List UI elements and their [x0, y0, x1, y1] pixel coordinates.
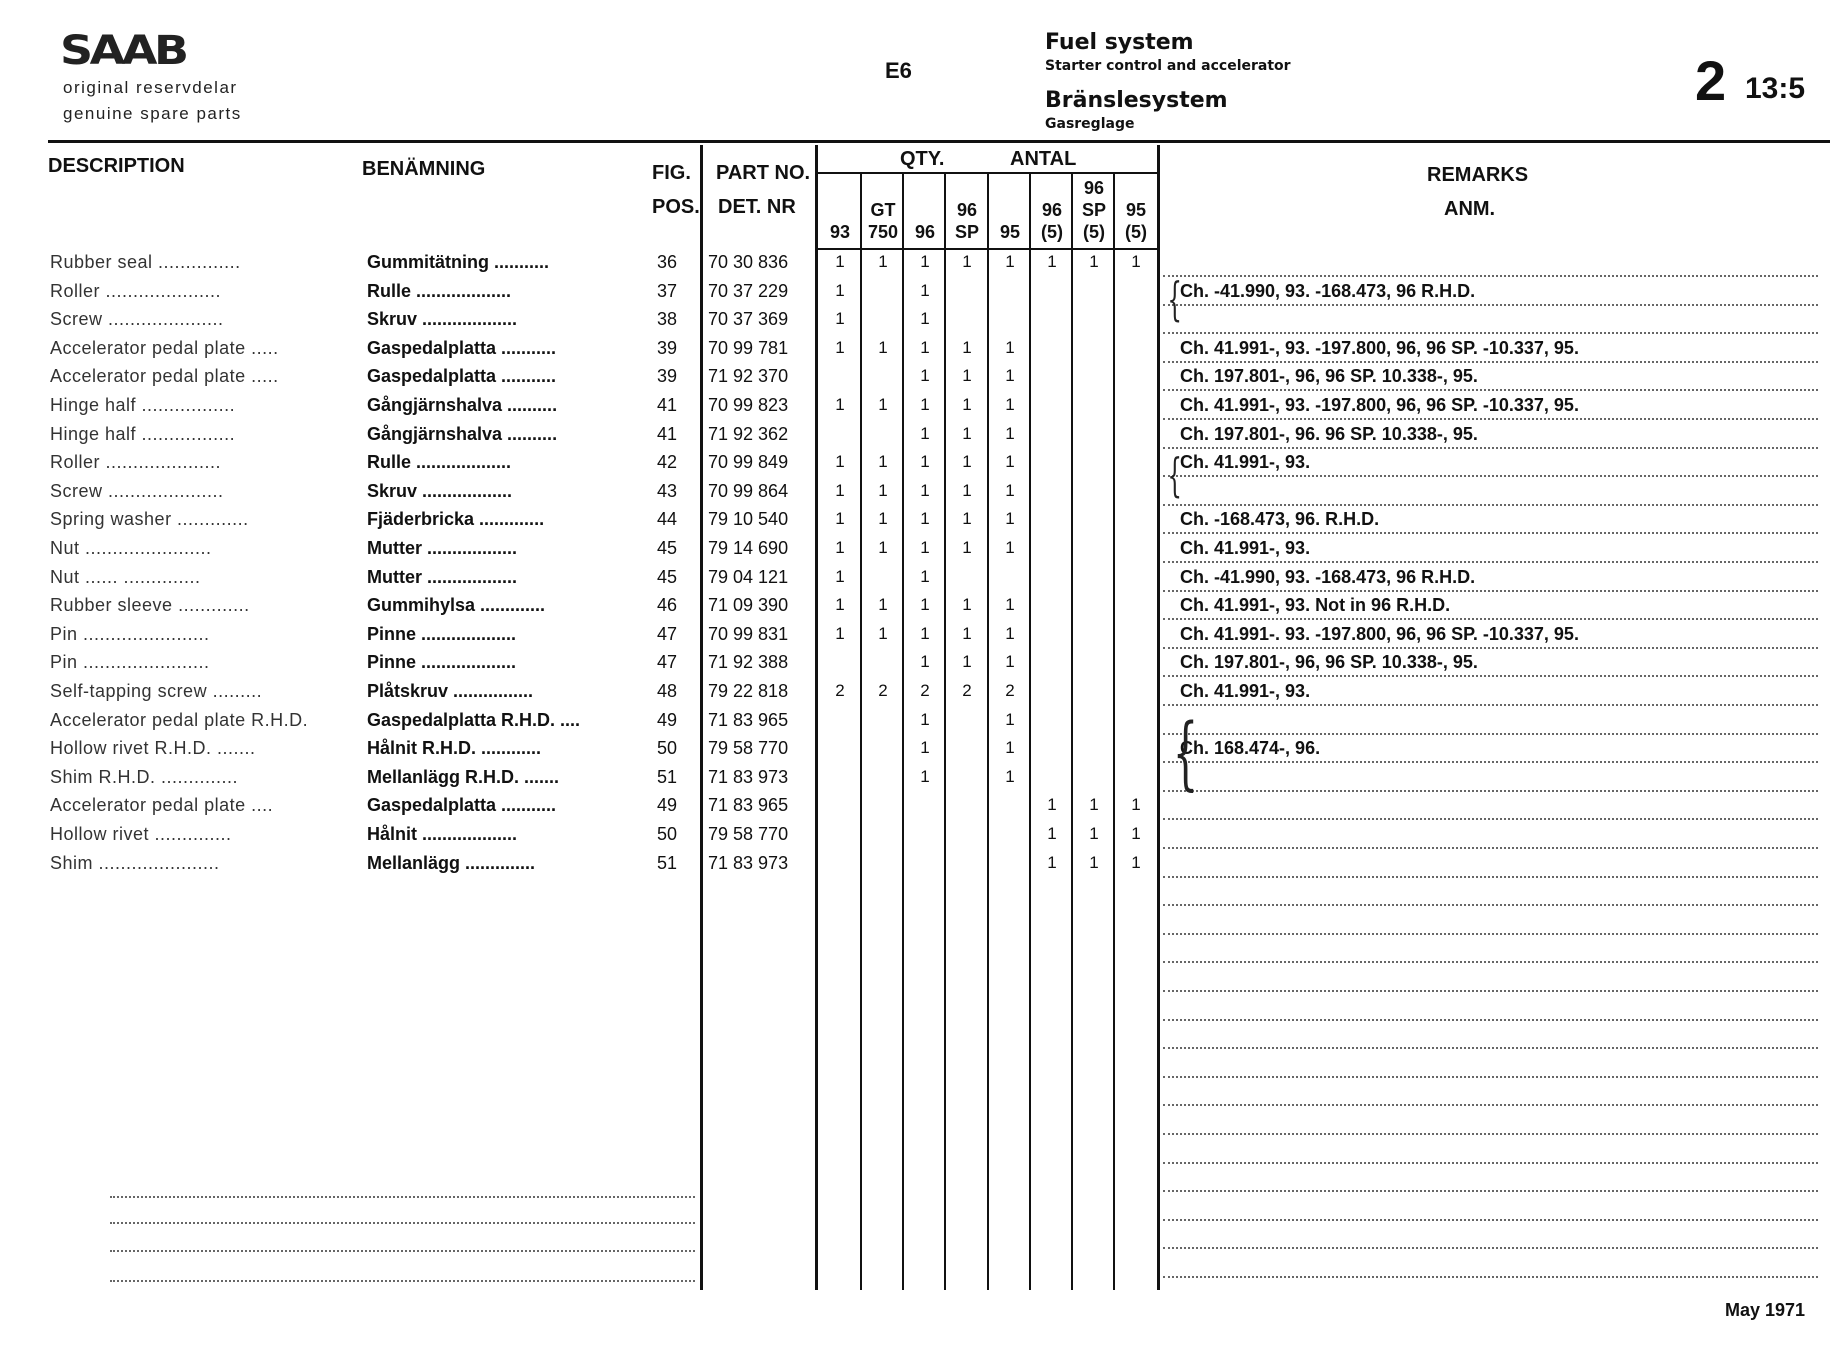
qty-cell: 1	[920, 623, 930, 643]
part-number-cell: 79 04 121	[708, 566, 789, 587]
remark-line	[1163, 1047, 1818, 1049]
benamning-cell: Plåtskruv ................	[367, 681, 534, 701]
qty-model-header: 96	[1041, 200, 1063, 220]
qty-cell: 1	[835, 395, 845, 414]
remark-line	[1163, 904, 1818, 906]
qty-cell: 1	[878, 452, 888, 472]
table-row	[0, 534, 1840, 562]
remarks-cell: Ch. 197.801-, 96, 96 SP. 10.338-, 95.	[1180, 652, 1478, 673]
qty-cell: 2	[835, 681, 845, 700]
qty-cell: 1	[920, 595, 930, 615]
part-number-cell: 70 99 831	[708, 623, 789, 644]
qty-cell: 1	[1089, 852, 1099, 872]
benamning-cell: Gummihylsa .............	[367, 595, 546, 616]
remark-line	[1163, 704, 1818, 706]
part-number-cell: 71 83 973	[708, 766, 789, 787]
benamning-cell: Gaspedalplatta ...........	[367, 366, 557, 387]
qty-cell: 1	[878, 595, 888, 615]
qty-cell: 1	[962, 595, 972, 615]
part-number-cell: 71 83 965	[708, 795, 789, 816]
col-part-no: PART NO.	[716, 162, 811, 184]
qty-cell: 1	[962, 652, 972, 672]
blank-line	[110, 1196, 695, 1198]
description-cell: Roller .....................	[50, 452, 222, 473]
qty-cell: 1	[920, 509, 930, 529]
qty-cell: 1	[920, 480, 930, 500]
brace-group-1: {	[1167, 272, 1182, 326]
qty-cell: 1	[835, 623, 845, 643]
fig-pos-cell: 38	[656, 309, 678, 330]
qty-cell: 1	[835, 566, 845, 586]
title-sv: Bränslesystem	[1045, 88, 1228, 113]
remark-line	[1163, 1247, 1818, 1249]
qty-cell: 1	[1005, 480, 1015, 500]
qty-cell: 1	[835, 538, 845, 557]
col-benamning: BENÄMNING	[362, 158, 486, 180]
benamning-cell: Hålnit ...................	[367, 824, 518, 844]
part-number-cell: 71 09 390	[708, 595, 789, 616]
qty-cell: 1	[1047, 252, 1057, 271]
part-number-cell: 71 92 388	[708, 652, 789, 673]
fig-pos-cell: 51	[656, 852, 678, 873]
remarks-cell: Ch. 41.991-, 93. -197.800, 96, 96 SP. -10.337, 95.	[1180, 337, 1579, 358]
remark-line	[1163, 447, 1818, 449]
qty-cell: 1	[920, 337, 930, 357]
qty-cell: 1	[962, 480, 972, 500]
part-number-cell: 70 37 369	[708, 309, 789, 330]
remark-line	[1163, 1076, 1818, 1078]
qty-cell: 1	[835, 280, 845, 300]
description-cell: Rubber sleeve .............	[50, 595, 250, 616]
remarks-cell: Ch. -41.990, 93. -168.473, 96 R.H.D.	[1180, 566, 1476, 587]
qty-cell: 1	[1131, 795, 1141, 815]
table-row	[0, 591, 1840, 619]
qty-cell: 1	[835, 595, 845, 615]
title-en: Fuel system	[1045, 30, 1194, 55]
table-row	[0, 277, 1840, 305]
subtitle-sv: Gasreglage	[1045, 116, 1135, 132]
table-row	[0, 305, 1840, 333]
fig-pos-cell: 39	[656, 337, 678, 358]
qty-model-header: 750	[867, 222, 899, 242]
qty-cell: 1	[1089, 795, 1099, 815]
fig-pos-cell: 45	[656, 538, 678, 558]
benamning-cell: Gångjärnshalva ..........	[367, 423, 558, 444]
saab-logo: SAAB	[60, 28, 186, 74]
part-number-cell: 71 83 965	[708, 709, 789, 730]
table-row	[0, 477, 1840, 505]
remark-line	[1163, 532, 1818, 534]
qty-cell: 1	[1005, 509, 1015, 529]
description-cell: Screw .....................	[50, 480, 224, 501]
description-cell: Hinge half .................	[50, 423, 236, 444]
fig-pos-cell: 39	[656, 366, 678, 387]
qty-cell: 1	[920, 280, 930, 300]
qty-cell: 1	[1089, 252, 1099, 271]
description-cell: Self-tapping screw .........	[50, 681, 263, 701]
qty-cell: 1	[962, 395, 972, 414]
qty-cell: 1	[962, 452, 972, 472]
qty-cell: 1	[878, 337, 888, 357]
qty-cell: 1	[1005, 595, 1015, 615]
qty-cell: 1	[878, 252, 888, 271]
table-row	[0, 706, 1840, 734]
description-cell: Hollow rivet ..............	[50, 824, 232, 844]
table-row	[0, 791, 1840, 819]
remark-line	[1163, 418, 1818, 420]
qty-cell: 1	[920, 566, 930, 586]
col-det-nr: DET. NR	[718, 196, 796, 218]
remarks-cell: Ch. 168.474-, 96.	[1180, 738, 1321, 759]
remark-line	[1163, 647, 1818, 649]
remark-line	[1163, 618, 1818, 620]
qty-cell: 1	[920, 423, 930, 443]
blank-line	[110, 1222, 695, 1224]
qty-cell: 1	[962, 337, 972, 357]
qty-cell: 1	[878, 509, 888, 529]
description-cell: Accelerator pedal plate .....	[50, 366, 279, 387]
qty-cell: 1	[1131, 252, 1141, 271]
qty-cell: 1	[835, 509, 845, 529]
qty-cell: 2	[962, 681, 972, 700]
qty-model-header: SP	[954, 222, 979, 242]
remark-line	[1163, 1162, 1818, 1164]
description-cell: Spring washer .............	[50, 509, 249, 530]
qty-cell: 1	[920, 395, 930, 414]
remarks-cell: Ch. -168.473, 96. R.H.D.	[1180, 509, 1380, 530]
part-number-cell: 79 22 818	[708, 681, 789, 701]
qty-cell: 1	[1005, 538, 1015, 557]
remark-line	[1163, 475, 1818, 477]
remark-line	[1163, 1190, 1818, 1192]
description-cell: Screw .....................	[50, 309, 224, 330]
qty-cell: 1	[878, 623, 888, 643]
qty-cell: 1	[1131, 824, 1141, 843]
qty-cell: 1	[1005, 623, 1015, 643]
description-cell: Pin .......................	[50, 652, 210, 673]
qty-cell: 1	[920, 738, 930, 758]
benamning-cell: Gångjärnshalva ..........	[367, 395, 558, 415]
remark-line	[1163, 761, 1818, 763]
remark-line	[1163, 1219, 1818, 1221]
qty-cell: 1	[1005, 423, 1015, 443]
qty-cell: 1	[1005, 738, 1015, 758]
qty-cell: 1	[920, 766, 930, 786]
remark-line	[1163, 561, 1818, 563]
fig-pos-cell: 43	[656, 480, 678, 501]
table-row	[0, 420, 1840, 448]
remark-line	[1163, 1019, 1818, 1021]
remarks-cell: Ch. 41.991-. 93. -197.800, 96, 96 SP. -10.337, 95.	[1180, 623, 1579, 644]
benamning-cell: Skruv ..................	[367, 480, 513, 501]
benamning-cell: Gaspedalplatta ...........	[367, 795, 557, 816]
qty-cell: 1	[962, 509, 972, 529]
remark-line	[1163, 1276, 1818, 1278]
qty-cell: 1	[835, 252, 845, 271]
description-cell: Nut ...... ..............	[50, 566, 201, 587]
table-row	[0, 677, 1840, 705]
page-number: 2	[1695, 49, 1727, 112]
qty-cell: 1	[920, 309, 930, 329]
col-description: DESCRIPTION	[48, 155, 185, 177]
qty-model-header: 96	[914, 222, 936, 242]
remark-line	[1163, 332, 1818, 334]
fig-pos-cell: 48	[656, 681, 678, 701]
remark-line	[1163, 275, 1818, 277]
qty-cell: 1	[1005, 652, 1015, 672]
fig-pos-cell: 49	[656, 709, 678, 730]
remarks-cell: Ch. 41.991-, 93. -197.800, 96, 96 SP. -10.337, 95.	[1180, 395, 1579, 415]
qty-cell: 1	[920, 252, 930, 271]
part-number-cell: 71 83 973	[708, 852, 789, 873]
qty-cell: 1	[1005, 366, 1015, 386]
description-cell: Shim R.H.D. ..............	[50, 766, 239, 787]
qty-cell: 1	[962, 538, 972, 557]
description-cell: Shim ......................	[50, 852, 220, 873]
fig-pos-cell: 36	[656, 252, 678, 272]
description-cell: Nut .......................	[50, 538, 212, 558]
description-cell: Accelerator pedal plate ....	[50, 795, 274, 816]
col-pos: POS.	[652, 196, 700, 218]
qty-cell: 1	[1047, 852, 1057, 872]
part-number-cell: 79 14 690	[708, 538, 789, 558]
benamning-cell: Mellanlägg ..............	[367, 852, 536, 873]
brand-subtitle-sv: original reservdelar	[63, 78, 238, 97]
qty-cell: 1	[878, 538, 888, 557]
qty-cell: 1	[1047, 795, 1057, 815]
qty-model-header: (5)	[1041, 222, 1063, 242]
qty-cell: 1	[1131, 852, 1141, 872]
benamning-cell: Hålnit R.H.D. ............	[367, 738, 542, 759]
benamning-cell: Gaspedalplatta R.H.D. ....	[367, 709, 581, 730]
description-cell: Accelerator pedal plate R.H.D.	[50, 709, 309, 730]
table-row	[0, 448, 1840, 476]
benamning-cell: Gummitätning ...........	[367, 252, 550, 272]
fig-pos-cell: 50	[656, 824, 678, 844]
fig-pos-cell: 42	[656, 452, 678, 473]
remark-line	[1163, 1133, 1818, 1135]
qty-model-header: (5)	[1125, 222, 1147, 242]
remarks-cell: Ch. 41.991-, 93.	[1180, 681, 1311, 701]
remarks-cell: Ch. -41.990, 93. -168.473, 96 R.H.D.	[1180, 280, 1476, 301]
benamning-cell: Pinne ...................	[367, 623, 517, 644]
qty-cell: 1	[835, 480, 845, 500]
qty-model-header: 95	[1125, 200, 1147, 220]
table-row	[0, 620, 1840, 648]
fig-pos-cell: 46	[656, 595, 678, 616]
remark-line	[1163, 790, 1818, 792]
description-cell: Accelerator pedal plate .....	[50, 337, 279, 358]
remark-line	[1163, 933, 1818, 935]
blank-line	[110, 1280, 695, 1282]
header-rule	[48, 140, 1830, 143]
fig-pos-cell: 49	[656, 795, 678, 816]
part-number-cell: 71 92 370	[708, 366, 789, 387]
part-number-cell: 79 58 770	[708, 824, 789, 844]
description-cell: Roller .....................	[50, 280, 222, 301]
qty-cell: 1	[1005, 395, 1015, 414]
part-number-cell: 70 30 836	[708, 252, 789, 272]
remarks-cell: Ch. 197.801-, 96, 96 SP. 10.338-, 95.	[1180, 366, 1478, 387]
remark-line	[1163, 304, 1818, 306]
part-number-cell: 70 37 229	[708, 280, 789, 301]
qty-model-header: (5)	[1083, 222, 1105, 242]
table-row	[0, 362, 1840, 390]
fig-pos-cell: 47	[656, 623, 678, 644]
table-row	[0, 391, 1840, 419]
fig-pos-cell: 45	[656, 566, 678, 587]
table-row	[0, 849, 1840, 877]
issue-date: May 1971	[1725, 1300, 1806, 1320]
part-number-cell: 70 99 781	[708, 337, 789, 358]
qty-model-header: 95	[999, 222, 1021, 242]
col-anm: ANM.	[1444, 198, 1496, 220]
part-number-cell: 70 99 849	[708, 452, 789, 473]
remarks-cell: Ch. 41.991-, 93.	[1180, 538, 1311, 558]
remark-line	[1163, 876, 1818, 878]
fig-pos-cell: 41	[656, 395, 678, 415]
qty-cell: 2	[1005, 681, 1015, 700]
qty-cell: 2	[920, 681, 930, 700]
qty-model-header: 93	[829, 222, 851, 242]
description-cell: Hinge half .................	[50, 395, 236, 415]
qty-cell: 1	[1089, 824, 1099, 843]
qty-model-header: SP	[1081, 200, 1106, 220]
brace-group-2: {	[1167, 448, 1182, 502]
remark-line	[1163, 961, 1818, 963]
subtitle-en: Starter control and accelerator	[1045, 58, 1291, 74]
qty-model-header: 96	[1083, 178, 1105, 198]
part-number-cell: 79 58 770	[708, 738, 789, 759]
fig-pos-cell: 41	[656, 423, 678, 444]
qty-cell: 1	[1005, 337, 1015, 357]
benamning-cell: Mellanlägg R.H.D. .......	[367, 766, 560, 787]
col-remarks: REMARKS	[1427, 164, 1529, 186]
qty-cell: 1	[920, 366, 930, 386]
fig-pos-cell: 47	[656, 652, 678, 673]
table-row	[0, 505, 1840, 533]
table-row	[0, 820, 1840, 848]
brace-group-3: {	[1172, 706, 1199, 799]
part-number-cell: 70 99 864	[708, 480, 789, 501]
benamning-cell: Skruv ...................	[367, 309, 518, 330]
benamning-cell: Gaspedalplatta ...........	[367, 337, 557, 358]
col-fig: FIG.	[652, 162, 691, 184]
qty-cell: 2	[878, 681, 888, 700]
benamning-cell: Rulle ...................	[367, 452, 512, 473]
description-cell: Pin .......................	[50, 623, 210, 644]
benamning-cell: Pinne ...................	[367, 652, 517, 673]
qty-cell: 1	[835, 452, 845, 472]
table-row	[0, 763, 1840, 791]
fig-pos-cell: 37	[656, 280, 678, 301]
remarks-cell: Ch. 41.991-, 93. Not in 96 R.H.D.	[1180, 595, 1451, 616]
qty-cell: 1	[920, 452, 930, 472]
page-subnumber: 13:5	[1745, 72, 1806, 105]
qty-cell: 1	[962, 366, 972, 386]
remark-line	[1163, 590, 1818, 592]
qty-model-header: GT	[870, 200, 896, 220]
qty-cell: 1	[878, 480, 888, 500]
qty-cell: 1	[1005, 252, 1015, 271]
benamning-cell: Rulle ...................	[367, 280, 512, 301]
benamning-cell: Mutter ..................	[367, 566, 518, 587]
part-number-cell: 70 99 823	[708, 395, 789, 415]
qty-cell: 1	[962, 252, 972, 271]
col-qty: QTY.	[900, 148, 945, 170]
remark-line	[1163, 361, 1818, 363]
remark-line	[1163, 733, 1818, 735]
remark-line	[1163, 1104, 1818, 1106]
table-row	[0, 334, 1840, 362]
fig-pos-cell: 44	[656, 509, 678, 530]
qty-cell: 1	[920, 652, 930, 672]
brand-subtitle-en: genuine spare parts	[63, 104, 242, 123]
remark-line	[1163, 847, 1818, 849]
benamning-cell: Fjäderbricka .............	[367, 509, 545, 530]
remark-line	[1163, 675, 1818, 677]
description-cell: Rubber seal ...............	[50, 252, 241, 272]
qty-cell: 1	[1005, 709, 1015, 729]
qty-cell: 1	[835, 309, 845, 329]
qty-model-header: 96	[956, 200, 978, 220]
remarks-cell: Ch. 197.801-, 96. 96 SP. 10.338-, 95.	[1180, 423, 1478, 444]
table-row	[0, 563, 1840, 591]
qty-cell: 1	[1005, 766, 1015, 786]
qty-cell: 1	[962, 623, 972, 643]
remarks-cell: Ch. 41.991-, 93.	[1180, 452, 1311, 473]
blank-line	[110, 1250, 695, 1252]
qty-cell: 1	[920, 538, 930, 557]
fig-pos-cell: 50	[656, 738, 678, 759]
col-antal: ANTAL	[1010, 148, 1077, 170]
qty-cell: 1	[920, 709, 930, 729]
qty-cell: 1	[835, 337, 845, 357]
table-row	[0, 648, 1840, 676]
remark-line	[1163, 389, 1818, 391]
remark-line	[1163, 990, 1818, 992]
benamning-cell: Mutter ..................	[367, 538, 518, 558]
table-row	[0, 248, 1840, 276]
qty-cell: 1	[962, 423, 972, 443]
qty-cell: 1	[878, 395, 888, 414]
description-cell: Hollow rivet R.H.D. .......	[50, 738, 256, 759]
group-code: E6	[885, 58, 912, 83]
table-row	[0, 734, 1840, 762]
remark-line	[1163, 818, 1818, 820]
remark-line	[1163, 504, 1818, 506]
fig-pos-cell: 51	[656, 766, 678, 787]
part-number-cell: 79 10 540	[708, 509, 789, 530]
qty-cell: 1	[1047, 824, 1057, 843]
qty-cell: 1	[1005, 452, 1015, 472]
part-number-cell: 71 92 362	[708, 423, 789, 444]
